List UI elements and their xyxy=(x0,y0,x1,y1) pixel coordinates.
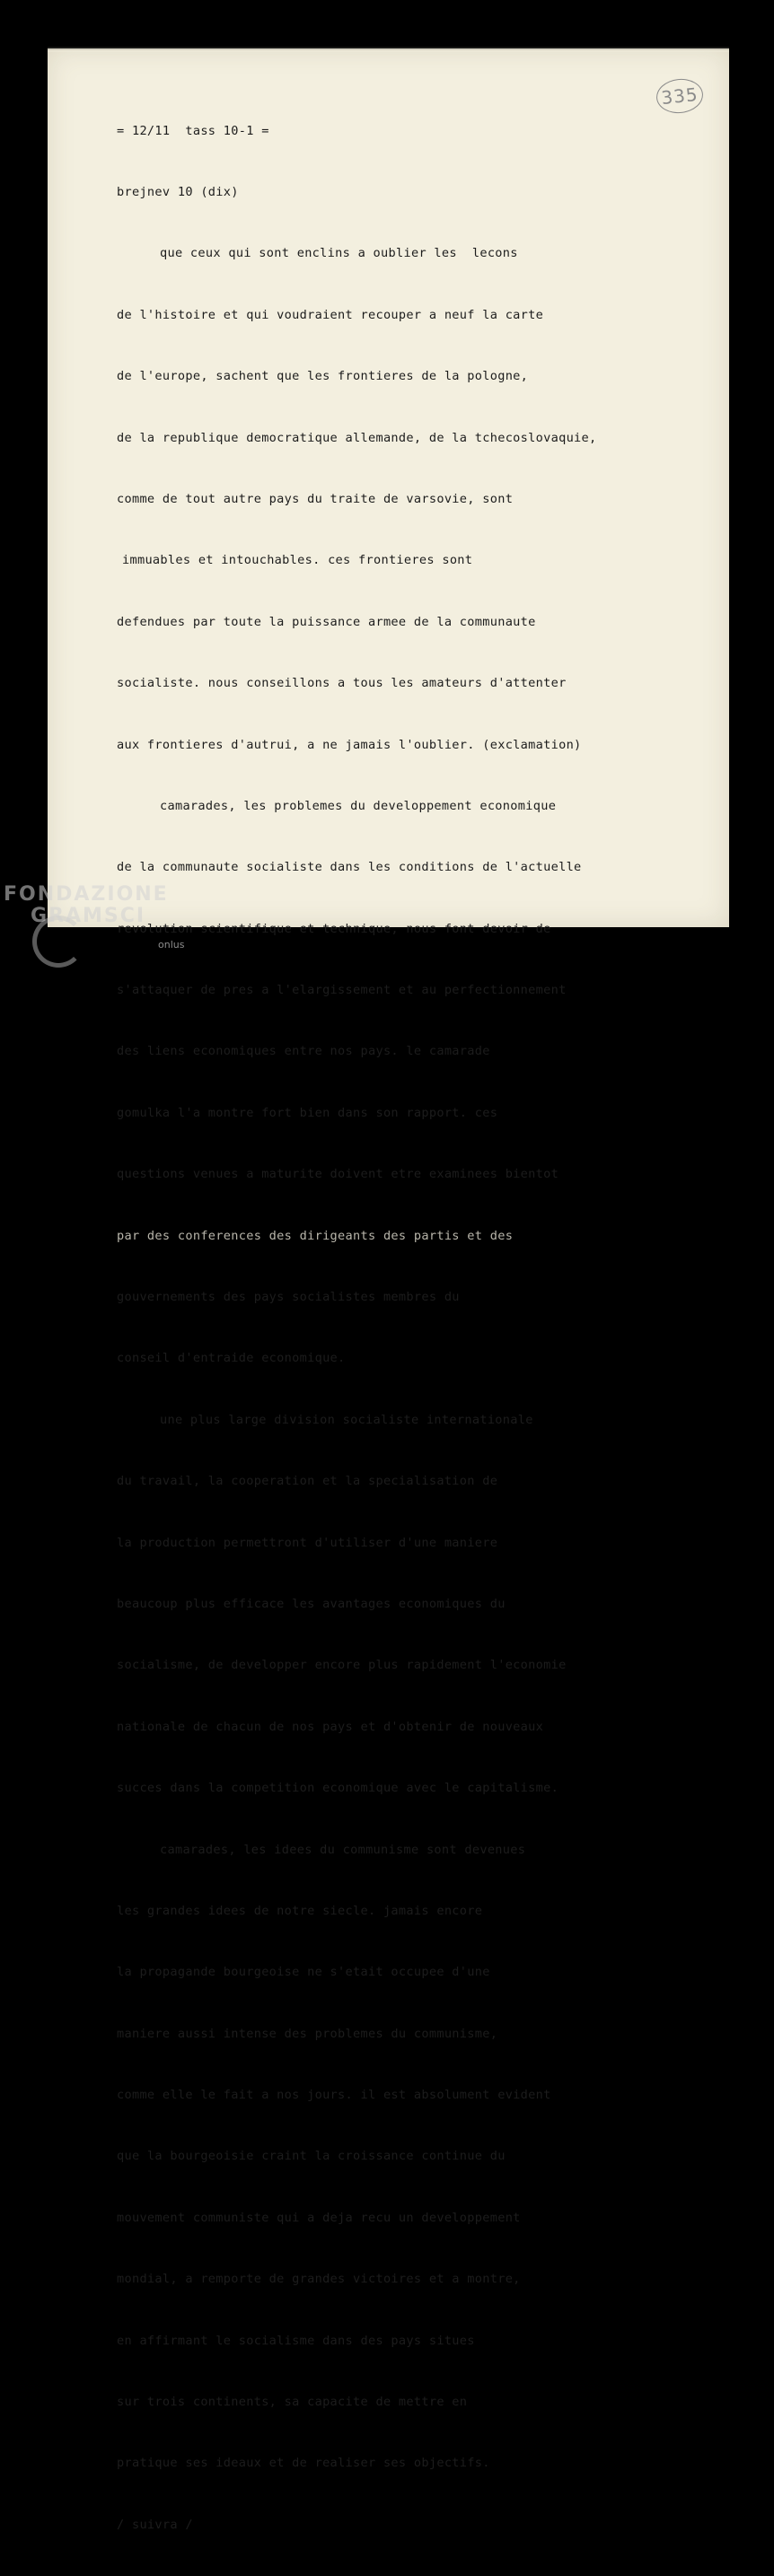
text-line: socialiste. nous conseillons a tous les amateurs d'attenter xyxy=(117,676,567,691)
text-line: comme de tout autre pays du traite de varsovie, sont xyxy=(117,491,514,506)
text-line: de l'histoire et qui voudraient recouper a neuf la carte xyxy=(117,307,544,322)
text-line: une plus large division socialiste internationale xyxy=(160,1412,533,1427)
text-line: conseil d'entraide economique. xyxy=(117,1351,346,1366)
text-line: du travail, la cooperation et la specialisation de xyxy=(117,1474,498,1489)
text-line: camarades, les idees du communisme sont devenues xyxy=(160,1842,526,1857)
text-line: questions venues a maturite doivent etre examinees bientot xyxy=(117,1167,559,1182)
text-line: de la republique democratique allemande, de la tchecoslovaquie, xyxy=(117,430,597,445)
text-line: gouvernements des pays socialistes membres du xyxy=(117,1290,460,1305)
text-line: de l'europe, sachent que les frontieres de la pologne, xyxy=(117,369,529,384)
text-line: comme elle le fait a nos jours. il est absolument evident xyxy=(117,2088,551,2103)
typed-text xyxy=(117,80,691,2576)
text-line: socialisme, de developper encore plus rapidement l'economie xyxy=(117,1658,567,1673)
text-line: nationale de chacun de nos pays et d'obtenir de nouveaux xyxy=(117,1719,544,1734)
text-line: revolution scientifique et technique, nous font devoir de xyxy=(117,921,551,936)
text-line: que ceux qui sont enclins a oublier les lecons xyxy=(160,246,518,261)
text-line: sur trois continents, sa capacite de mettre en xyxy=(117,2395,468,2410)
watermark-line1: FONDAZIONE xyxy=(4,883,169,906)
text-line: s'attaquer de pres a l'elargissement et au perfectionnement xyxy=(117,983,567,998)
text-line: camarades, les problemes du developpement economique xyxy=(160,798,557,813)
paper-edge xyxy=(48,45,729,52)
text-line: immuables et intouchables. ces frontieres sont xyxy=(122,553,473,568)
text-line: mouvement communiste qui a deja recu un developpement xyxy=(117,2210,521,2225)
text-line: la production permettront d'utiliser d'une maniere xyxy=(117,1535,498,1550)
watermark-sub: onlus xyxy=(158,939,185,951)
text-line: des liens economiques entre nos pays. le camarade xyxy=(117,1044,490,1059)
document-subheader: brejnev 10 (dix) xyxy=(117,184,239,199)
document-footer: / suivra / xyxy=(117,2517,193,2532)
watermark xyxy=(4,884,169,927)
text-line: aux frontieres d'autrui, a ne jamais l'oublier. (exclamation) xyxy=(117,737,582,752)
faded-text-line: par des conferences des dirigeants des partis et des xyxy=(117,1228,514,1243)
watermark-line2: GRAMSCI xyxy=(31,905,146,927)
text-line: les grandes idees de notre siecle. jamais encore xyxy=(117,1903,483,1918)
text-line: succes dans la competition economique avec le capitalisme. xyxy=(117,1781,559,1796)
text-line: que la bourgeoisie craint la croissance continue du xyxy=(117,2149,506,2164)
text-line: mondial, a remporte de grandes victoires et a montre, xyxy=(117,2272,521,2287)
text-line: gomulka l'a montre fort bien dans son rapport. ces xyxy=(117,1105,498,1120)
text-line: maniere aussi intense des problemes du communisme, xyxy=(117,2026,498,2041)
text-line: de la communaute socialiste dans les conditions de l'actuelle xyxy=(117,860,582,875)
handwritten-page-number: 335 xyxy=(655,76,705,115)
text-line: en affirmant le socialisme dans des pays situes xyxy=(117,2333,475,2348)
text-line: pratique ses ideaux et de realiser ses objectifs. xyxy=(117,2456,490,2471)
text-line: beaucoup plus efficace les avantages economiques du xyxy=(117,1596,506,1611)
document-header: = 12/11 tass 10-1 = xyxy=(117,123,269,138)
text-line: la propagande bourgeoise ne s'etait occupee d'une xyxy=(117,1965,490,1980)
text-line: defendues par toute la puissance armee de la communaute xyxy=(117,614,536,629)
